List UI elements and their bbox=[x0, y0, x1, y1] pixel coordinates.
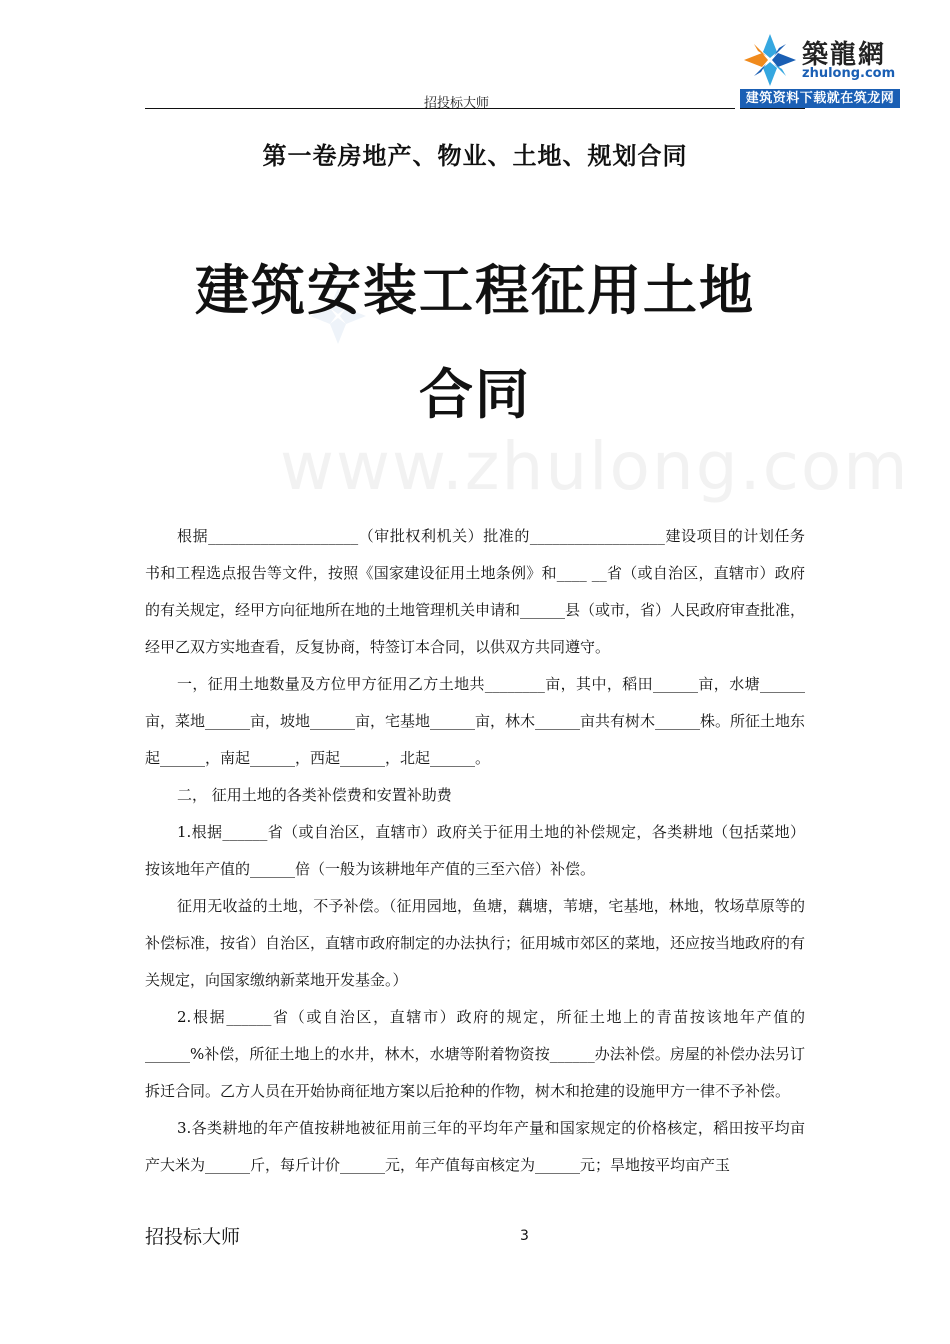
paragraph-preamble: 根据____________________（审批权利机关）批准的__________________建设项目的计划任务书和工程选点报告等文件，按照《国家建设征用土地条例》和____ __省（或自治区，直辖市）政府的有关规定，经甲方向征地所在地的土地管理机关申请和______县（或市，省）人民政府审查批准，经甲乙双方实地查看，反复协商，特签订本合同，以供双方共同遵守。 bbox=[145, 527, 806, 656]
main-title-line-2: 合同 bbox=[419, 363, 531, 426]
footer-text: 招投标大师 bbox=[145, 1226, 241, 1248]
main-title-line-1: 建筑安装工程征用土地 bbox=[195, 259, 755, 322]
paragraph-clause-1-note: 征用无收益的土地，不予补偿。（征用园地，鱼塘，藕塘，苇塘，宅基地，林地，牧场草原等的补偿标准，按省）自治区，直辖市政府制定的办法执行；征用城市郊区的菜地，还应按当地政府的有关规定，向国家缴纳新菜地开发基金。） bbox=[145, 897, 806, 989]
logo-title: 築龍網 bbox=[802, 40, 887, 70]
header-rule bbox=[145, 108, 735, 109]
contract-body bbox=[145, 518, 805, 1184]
header-text: 招投标大师 bbox=[424, 96, 490, 111]
volume-title: 第一卷房地产、物业、土地、规划合同 bbox=[262, 142, 688, 170]
watermark-text: www.zhulong.com bbox=[280, 428, 910, 505]
paragraph-clause-3: 3.各类耕地的年产值按耕地被征用前三年的平均年产量和国家规定的价格核定，稻田按平均亩产大米为______斤，每斤计价______元，年产值每亩核定为______元；旱地按平均亩产玉 bbox=[145, 1119, 805, 1174]
paragraph-article-1: 一，征用土地数量及方位甲方征用乙方土地共________亩，其中，稻田______亩，水塘______亩，菜地______亩，坡地______亩，宅基地______亩，林木______亩共有树木______株。所征土地东起______，南起______，西起______，北起______。 bbox=[145, 675, 806, 767]
logo-url: zhulong.com bbox=[802, 66, 896, 81]
paragraph-clause-1: 1.根据______省（或自治区，直辖市）政府关于征用土地的补偿规定，各类耕地（包括菜地）按该地年产值的______倍（一般为该耕地年产值的三至六倍）补偿。 bbox=[145, 823, 805, 878]
page-number: 3 bbox=[520, 1228, 529, 1244]
paragraph-clause-2: 2.根据______省（或自治区，直辖市）政府的规定，所征土地上的青苗按该地年产值的______%补偿，所征土地上的水井，林木，水塘等附着物资按______办法补偿。房屋的补偿办法另订拆迁合同。乙方人员在开始协商征地方案以后抢种的作物，树木和抢建的设施甲方一律不予补偿。 bbox=[145, 1008, 805, 1100]
paragraph-article-2-heading: 二， 征用土地的各类补偿费和安置补助费 bbox=[177, 786, 452, 804]
header-rule-right bbox=[740, 108, 805, 109]
logo-banner: 建筑资料下载就在筑龙网 bbox=[740, 89, 900, 108]
